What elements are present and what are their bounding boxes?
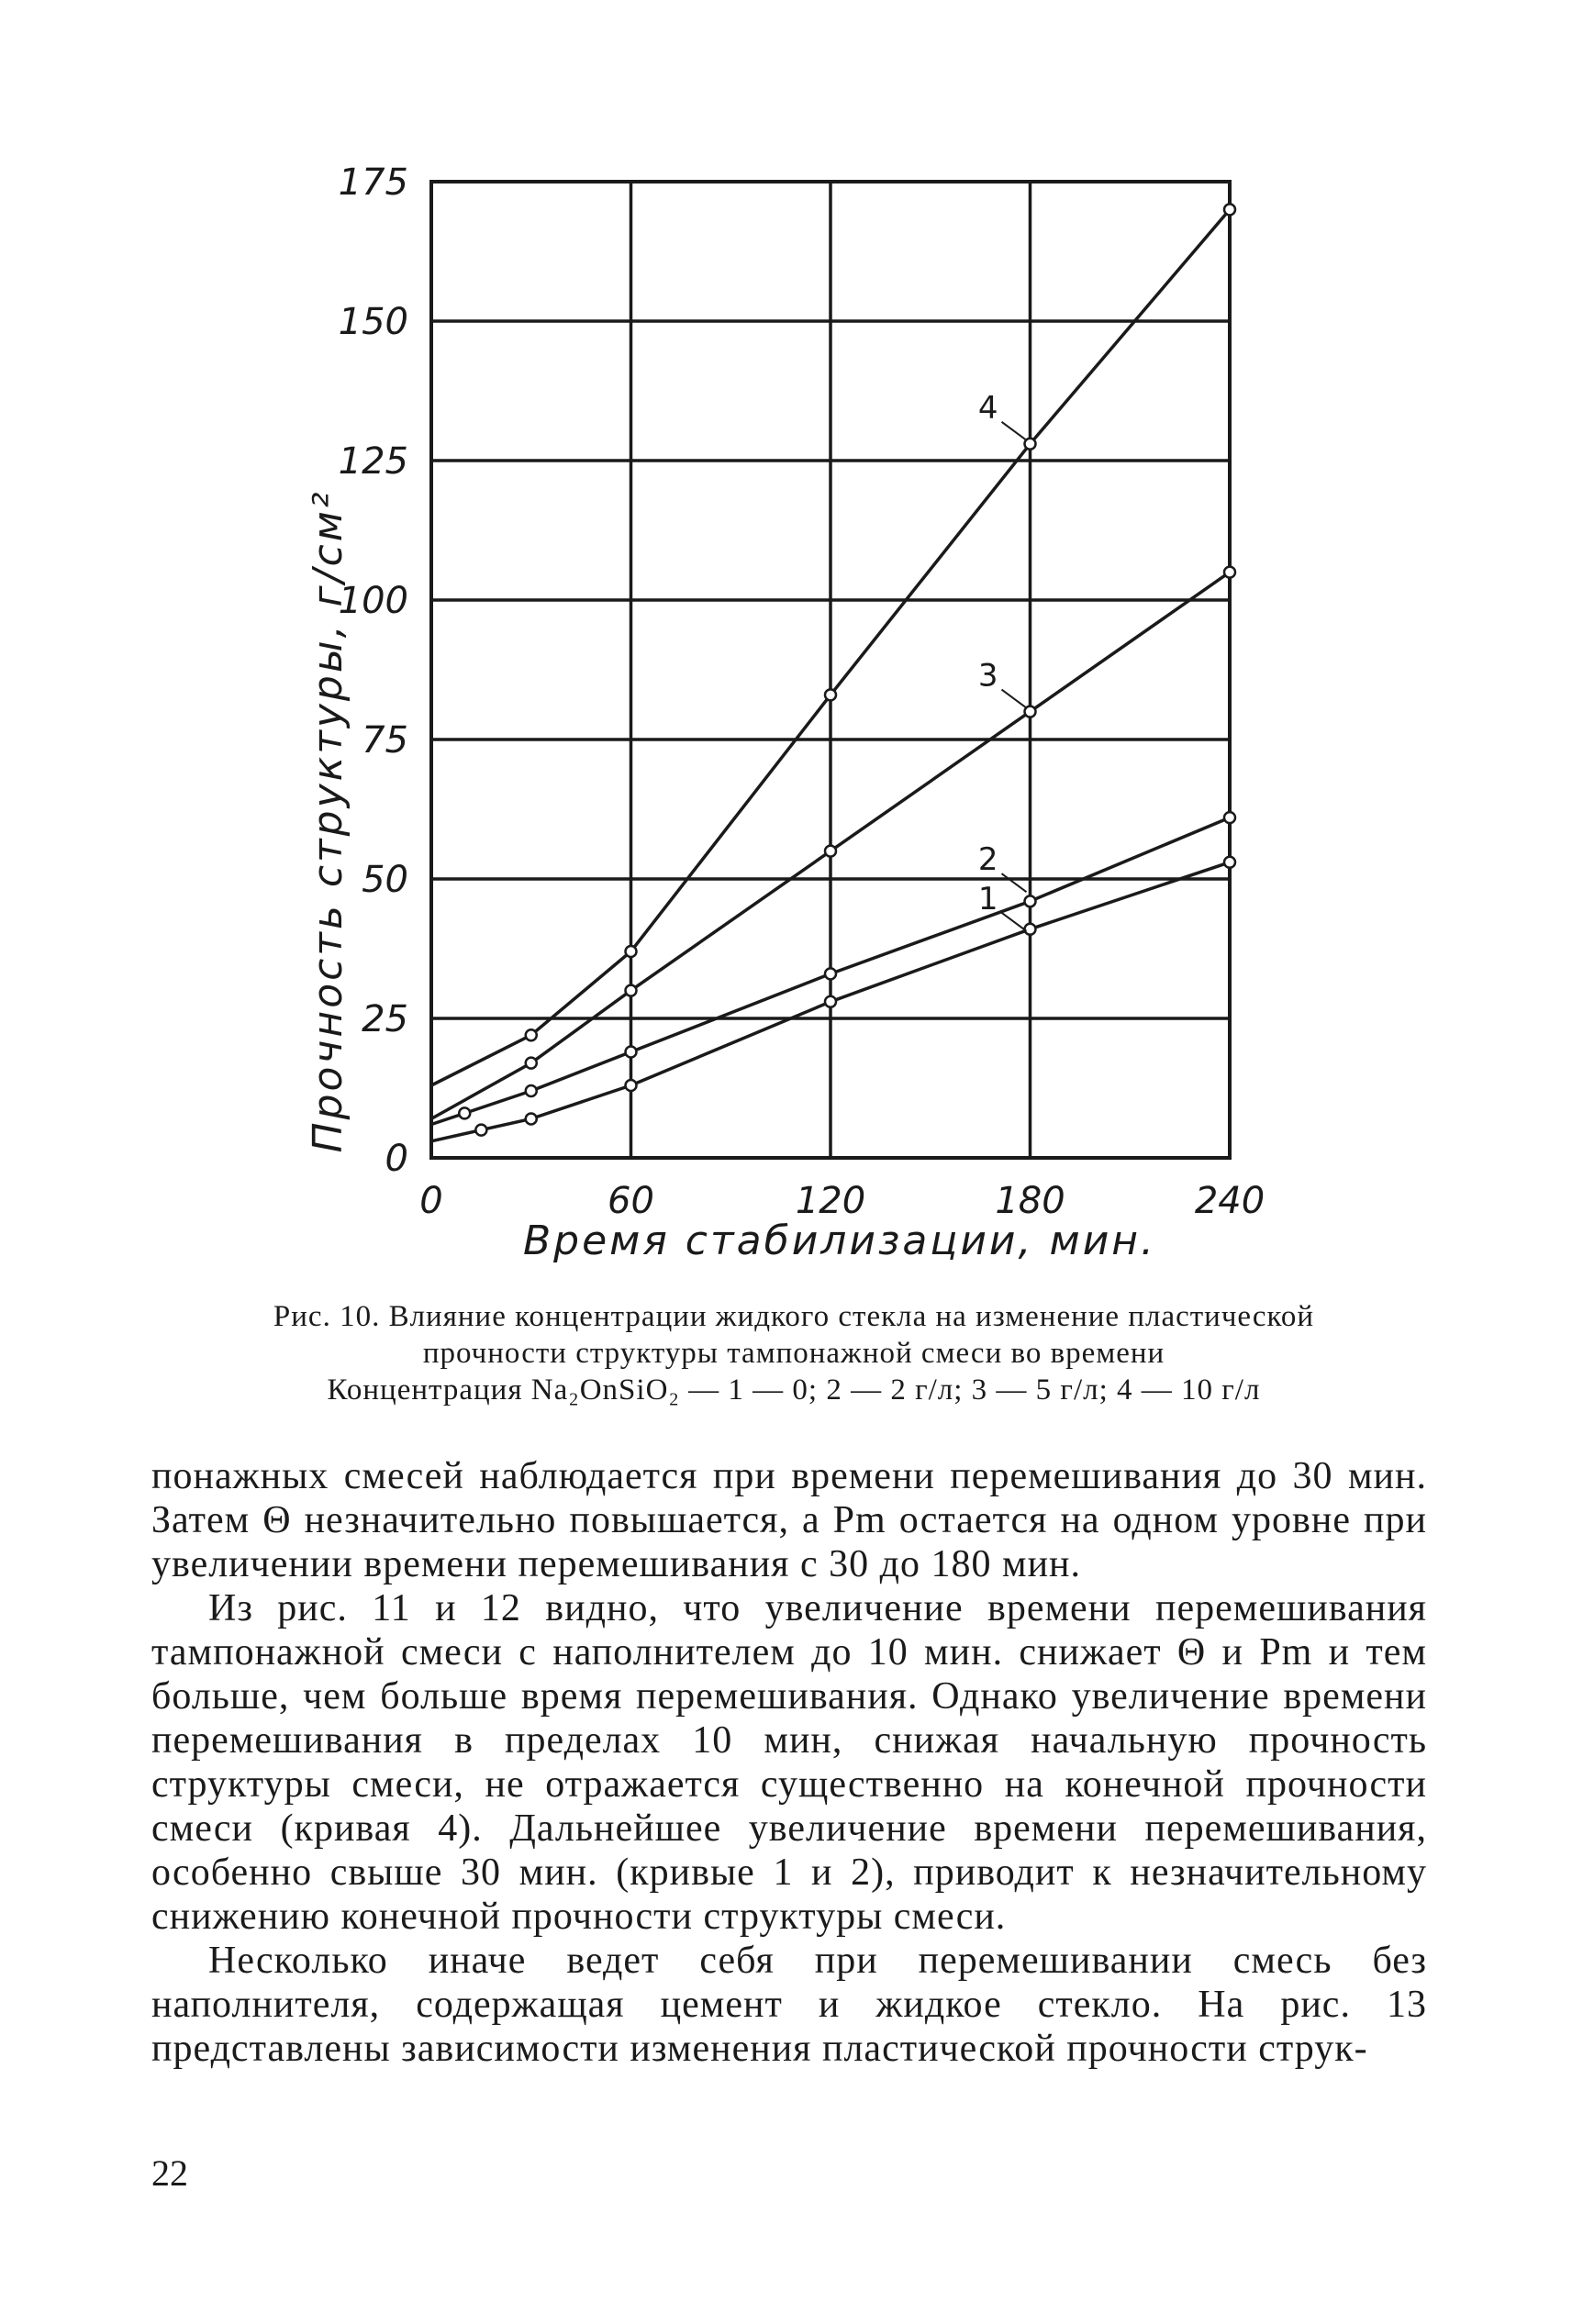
series-1-leader bbox=[1002, 913, 1027, 931]
series-2-point bbox=[1025, 895, 1036, 906]
caption-line: Рис. 10. Влияние концентрации жидкого стекла на изменение пластической bbox=[273, 1300, 1315, 1333]
series-2-point bbox=[526, 1085, 537, 1096]
y-tick-label: 100 bbox=[338, 580, 408, 622]
figure-caption bbox=[184, 1298, 1404, 1408]
caption-line: прочности структуры тампонажной смеси во времени bbox=[422, 1337, 1165, 1370]
series-1-point bbox=[475, 1125, 486, 1136]
body-text bbox=[151, 1454, 1427, 2071]
y-tick-label: 75 bbox=[362, 719, 408, 762]
y-tick-label: 125 bbox=[338, 440, 408, 483]
series-3-point bbox=[1224, 567, 1235, 578]
series-2-point bbox=[459, 1107, 470, 1118]
paragraph: Несколько иначе ведет себя при перемешивании смесь без наполнителя, содержащая цемент и жидкое стекло. На рис. 13 представлены зависимости изменения пластической прочности струк- bbox=[151, 1940, 1427, 2070]
series-1-point bbox=[526, 1113, 537, 1124]
series-4-point bbox=[626, 946, 637, 957]
y-tick-label: 25 bbox=[362, 998, 408, 1040]
x-axis-ticks bbox=[419, 1180, 1265, 1222]
y-axis-title: Прочность структуры, г/см² bbox=[305, 489, 351, 1153]
series-2-label: 2 bbox=[977, 841, 998, 879]
series-1-point bbox=[626, 1080, 637, 1091]
series-1-point bbox=[825, 996, 836, 1007]
x-tick-label: 180 bbox=[995, 1180, 1065, 1222]
page-number: 22 bbox=[151, 2152, 188, 2194]
y-tick-label: 0 bbox=[385, 1138, 408, 1180]
series-4-point bbox=[526, 1029, 537, 1040]
series-4-leader bbox=[1002, 422, 1027, 440]
series-3-leader bbox=[1002, 690, 1027, 708]
series-3-label: 3 bbox=[977, 657, 998, 695]
chart-grid bbox=[431, 182, 1230, 1158]
caption-line: Концентрация Na₂OnSiO₂ — 1 — 0; 2 — 2 г/л; 3 — 5 г/л; 4 — 10 г/л bbox=[327, 1373, 1261, 1407]
paragraph: Из рис. 11 и 12 видно, что увеличение времени перемешивания тампонажной смеси с наполнителем до 10 мин. снижает Θ и Pm и тем больше, чем больше время перемешивания. Однако увеличение времени перемешивания в пределах 10 мин, снижая начальную прочность структуры смеси, не отражается существенно на конечной прочности смеси (кривая 4). Дальнейшее увеличение времени перемешивания, особенно свыше 30 мин. (кривые 1 и 2), приводит к незначительному снижению конечной прочности структуры смеси. bbox=[151, 1587, 1427, 1938]
y-tick-label: 50 bbox=[362, 859, 408, 901]
series-1-label: 1 bbox=[977, 880, 998, 917]
x-tick-label: 0 bbox=[419, 1180, 443, 1222]
series-3-point bbox=[626, 985, 637, 996]
paragraph: понажных смесей наблюдается при времени перемешивания до 30 мин. Затем Θ незначительно повышается, а Pm остается на одном уровне при увеличении времени перемешивания с 30 до 180 мин. bbox=[151, 1455, 1427, 1585]
series-2-leader bbox=[1002, 873, 1027, 892]
series-2-point bbox=[626, 1046, 637, 1057]
x-tick-label: 60 bbox=[608, 1180, 654, 1222]
series-1-point bbox=[1025, 924, 1036, 935]
series-4-point bbox=[1224, 204, 1235, 215]
x-tick-label: 120 bbox=[795, 1180, 866, 1222]
series-4-point bbox=[825, 689, 836, 700]
chart-series bbox=[431, 204, 1235, 1140]
x-tick-label: 240 bbox=[1194, 1180, 1265, 1222]
series-2-point bbox=[825, 968, 836, 979]
series-2-point bbox=[1224, 812, 1235, 823]
series-3-point bbox=[825, 846, 836, 857]
series-4-label: 4 bbox=[977, 389, 998, 427]
series-1-point bbox=[1224, 857, 1235, 868]
y-tick-label: 175 bbox=[338, 161, 408, 204]
series-3-point bbox=[526, 1058, 537, 1069]
y-tick-label: 150 bbox=[338, 301, 408, 343]
x-axis-title: Время стабилизации, мин. bbox=[522, 1218, 1157, 1264]
